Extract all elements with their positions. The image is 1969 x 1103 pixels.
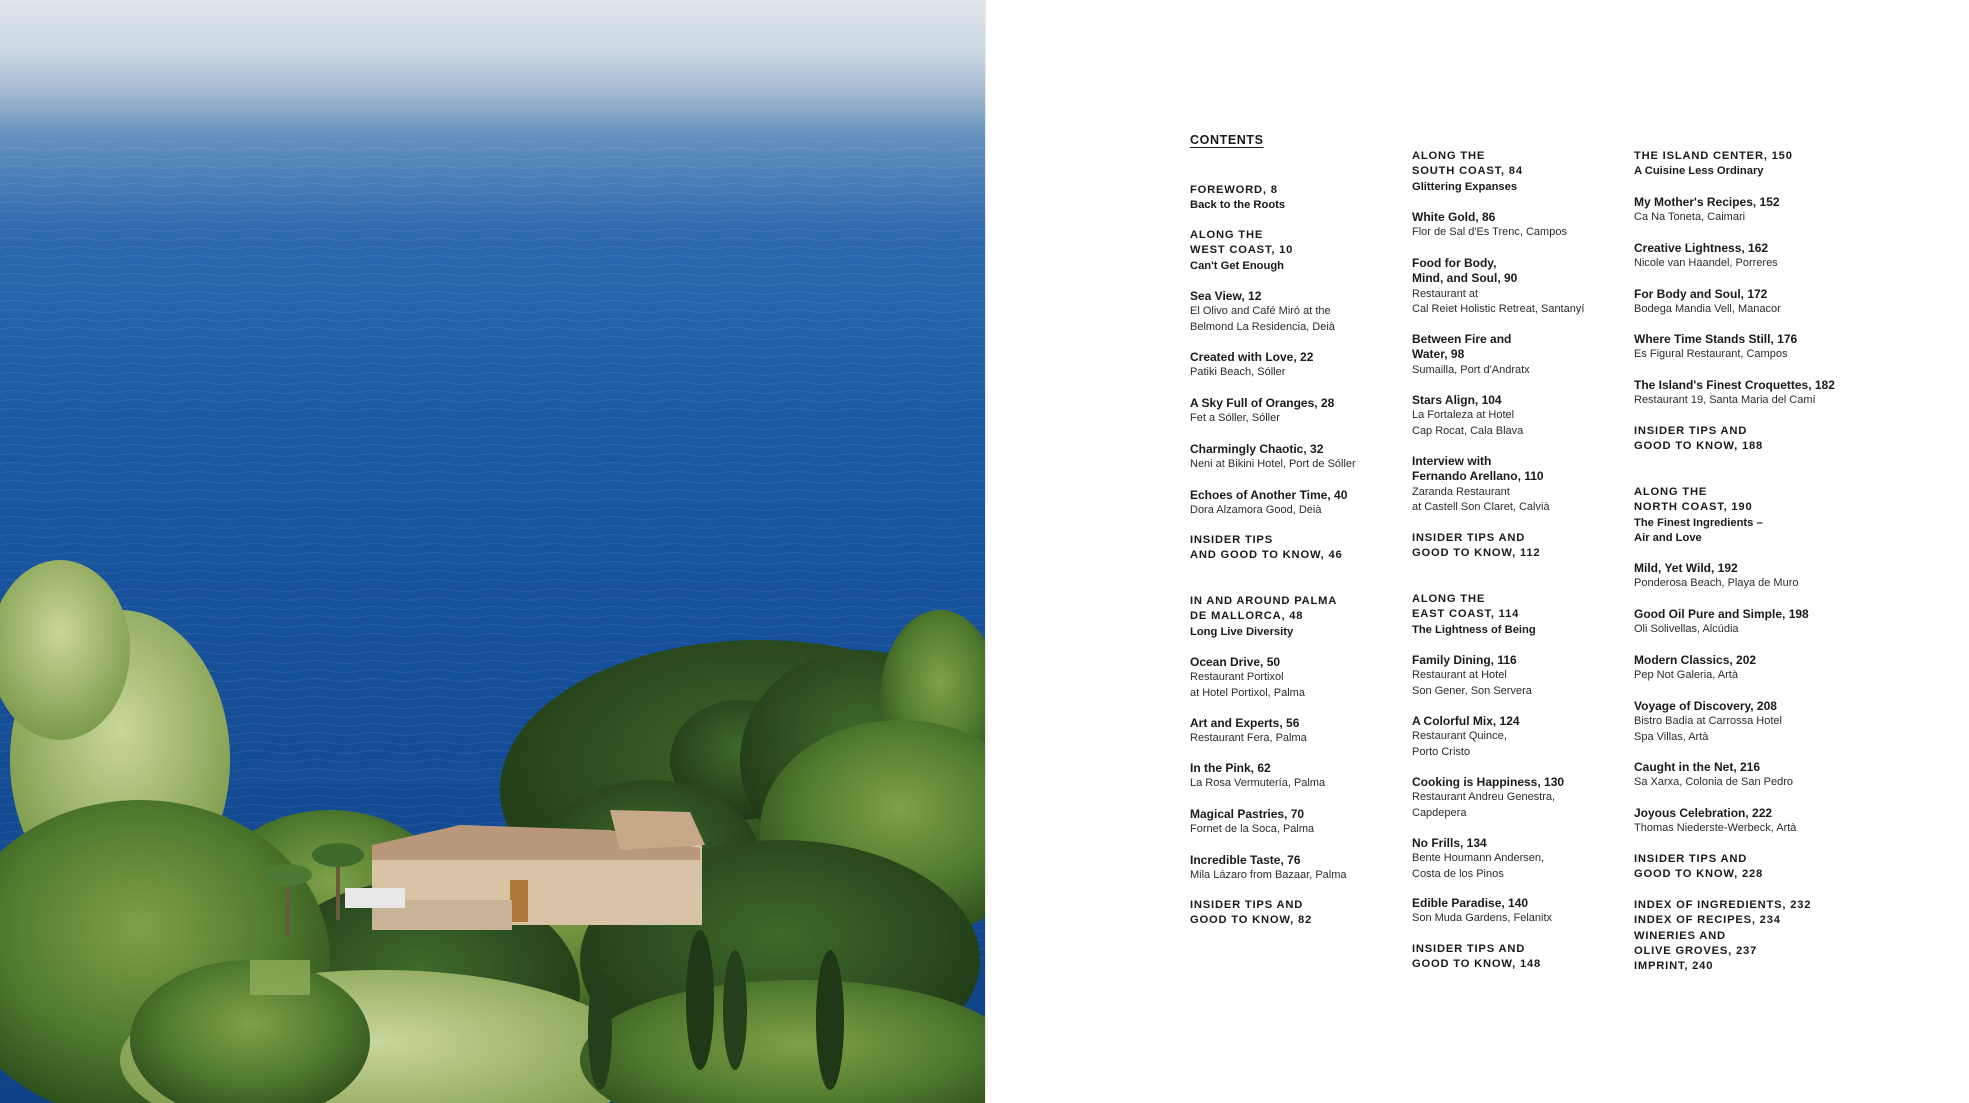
toc-entry xyxy=(1190,807,1410,838)
toc-entry-venue: Restaurant at Hotel Son Gener, Son Servera xyxy=(1412,669,1532,697)
toc-entry-title: Creative Lightness, 162 xyxy=(1634,241,1769,255)
toc-entry-title: Voyage of Discovery, 208 xyxy=(1634,699,1777,713)
toc-entry xyxy=(1190,488,1410,519)
toc-entry xyxy=(1190,898,1410,929)
toc-entry-venue: Patiki Beach, Sóller xyxy=(1190,366,1286,379)
toc-entry xyxy=(1412,714,1632,760)
toc-entry xyxy=(1190,350,1410,381)
toc-entry-title: Echoes of Another Time, 40 xyxy=(1190,488,1348,502)
toc-entry xyxy=(1634,760,1854,791)
toc-entry-venue: Son Muda Gardens, Felanitx xyxy=(1412,912,1553,925)
toc-entry xyxy=(1412,896,1632,927)
toc-entry xyxy=(1634,332,1854,363)
toc-entry-title: White Gold, 86 xyxy=(1412,210,1496,224)
toc-entry-title: INSIDER TIPS AND GOOD TO KNOW, 112 xyxy=(1412,532,1541,560)
toc-entry xyxy=(1190,442,1410,473)
toc-entry-title: A Sky Full of Oranges, 28 xyxy=(1190,396,1335,410)
toc-entry-title: IN AND AROUND PALMA DE MALLORCA, 48 xyxy=(1190,595,1338,623)
toc-entry-title: Stars Align, 104 xyxy=(1412,393,1502,407)
toc-entry xyxy=(1190,396,1410,427)
toc-entry-title: The Island's Finest Croquettes, 182 xyxy=(1634,378,1835,392)
toc-entry-venue: Es Figural Restaurant, Campos xyxy=(1634,348,1788,361)
toc-entry xyxy=(1634,699,1854,745)
toc-entry xyxy=(1634,852,1854,883)
toc-entry xyxy=(1634,653,1854,684)
toc-entry xyxy=(1634,287,1854,318)
toc-entry-venue: Restaurant Fera, Palma xyxy=(1190,732,1307,745)
toc-entry-venue: Dora Alzamora Good, Deià xyxy=(1190,504,1322,517)
toc-entry-title: Good Oil Pure and Simple, 198 xyxy=(1634,607,1809,621)
toc-entry xyxy=(1634,378,1854,409)
toc-entry-title: Created with Love, 22 xyxy=(1190,350,1314,364)
toc-entry-venue: Ponderosa Beach, Playa de Muro xyxy=(1634,577,1799,590)
toc-entry-venue: Bistro Badia at Carrossa Hotel Spa Villas, Artà xyxy=(1634,715,1782,743)
toc-entry-title: Magical Pastries, 70 xyxy=(1190,807,1305,821)
toc-entry xyxy=(1190,228,1410,274)
toc-entry xyxy=(1412,332,1632,378)
toc-entry-title: In the Pink, 62 xyxy=(1190,761,1271,775)
toc-entry-title: ALONG THE NORTH COAST, 190 xyxy=(1634,486,1753,514)
toc-entry xyxy=(1412,775,1632,821)
toc-entry-venue: Zaranda Restaurant at Castell Son Claret, Calvià xyxy=(1412,485,1550,513)
toc-entry xyxy=(1634,485,1854,546)
toc-entry xyxy=(1412,393,1632,439)
toc-entry-venue: Flor de Sal d'Es Trenc, Campos xyxy=(1412,226,1567,239)
toc-entry xyxy=(1634,806,1854,837)
toc-entry-title: Caught in the Net, 216 xyxy=(1634,760,1761,774)
toc-entry xyxy=(1634,607,1854,638)
toc-entry-subtitle: Glittering Expanses xyxy=(1412,180,1518,193)
toc-entry-venue: Sumailla, Port d'Andratx xyxy=(1412,363,1530,376)
toc-entry-venue: Bente Houmann Andersen, Costa de los Pinos xyxy=(1412,852,1545,880)
toc-entry xyxy=(1190,533,1410,564)
toc-entry-title: Food for Body, Mind, and Soul, 90 xyxy=(1412,256,1518,286)
toc-entry-title: Edible Paradise, 140 xyxy=(1412,896,1529,910)
toc-entry-venue: Restaurant Quince, Porto Cristo xyxy=(1412,730,1507,758)
toc-entry-venue: Restaurant at Cal Reiet Holistic Retreat, Santanyí xyxy=(1412,287,1585,315)
toc-entry-venue: La Rosa Vermutería, Palma xyxy=(1190,777,1326,790)
toc-entry-subtitle: The Finest Ingredients – Air and Love xyxy=(1634,516,1763,544)
toc-entry xyxy=(1634,149,1854,180)
toc-entry xyxy=(1412,942,1632,973)
toc-entry-title: Art and Experts, 56 xyxy=(1190,716,1300,730)
toc-entry-title: For Body and Soul, 172 xyxy=(1634,287,1768,301)
toc-entry xyxy=(1412,210,1632,241)
toc-entry-title: ALONG THE EAST COAST, 114 xyxy=(1412,593,1520,621)
toc-entry-venue: Fet a Sóller, Sóller xyxy=(1190,412,1280,425)
toc-entry xyxy=(1412,531,1632,562)
toc-entry-title: FOREWORD, 8 xyxy=(1190,184,1278,196)
toc-entry-title: INSIDER TIPS AND GOOD TO KNOW, 82 xyxy=(1190,899,1312,927)
toc-entry-title: Interview with Fernando Arellano, 110 xyxy=(1412,454,1544,484)
toc-entry xyxy=(1190,853,1410,884)
toc-entry-title: Charmingly Chaotic, 32 xyxy=(1190,442,1324,456)
toc-entry xyxy=(1412,454,1632,515)
toc-entry-title: ALONG THE WEST COAST, 10 xyxy=(1190,229,1294,257)
toc-entry-venue: Thomas Niederste-Werbeck, Artà xyxy=(1634,822,1797,835)
toc-entry-title: Incredible Taste, 76 xyxy=(1190,853,1301,867)
toc-entry xyxy=(1412,592,1632,638)
toc-entry-title: Cooking is Happiness, 130 xyxy=(1412,775,1565,789)
toc-entry-title: Where Time Stands Still, 176 xyxy=(1634,332,1798,346)
toc-entry xyxy=(1412,836,1632,882)
contents-heading: CONTENTS xyxy=(1190,133,1264,147)
toc-entry xyxy=(1190,716,1410,747)
toc-entry xyxy=(1634,424,1854,455)
toc-entry xyxy=(1634,898,1854,974)
toc-entry-title: Sea View, 12 xyxy=(1190,289,1262,303)
toc-entry-venue: Nicole van Haandel, Porreres xyxy=(1634,257,1778,270)
toc-entry-venue: Ca Na Toneta, Caimari xyxy=(1634,211,1746,224)
toc-entry-venue: Neni at Bikini Hotel, Port de Sóller xyxy=(1190,458,1356,471)
toc-entry-title: Between Fire and Water, 98 xyxy=(1412,332,1512,362)
toc-entry-venue: Fornet de la Soca, Palma xyxy=(1190,823,1315,836)
toc-entry-venue: Sa Xarxa, Colonia de San Pedro xyxy=(1634,776,1793,789)
toc-entry-subtitle: Back to the Roots xyxy=(1190,199,1286,212)
toc-entry-venue: Restaurant Portixol at Hotel Portixol, Palma xyxy=(1190,671,1305,699)
toc-entry-title: No Frills, 134 xyxy=(1412,836,1487,850)
toc-entry-title: INSIDER TIPS AND GOOD TO KNOW, 148 xyxy=(1412,943,1542,971)
toc-entry xyxy=(1190,594,1410,640)
toc-entry-title: My Mother's Recipes, 152 xyxy=(1634,195,1780,209)
toc-entry xyxy=(1412,653,1632,699)
toc-entry-venue: Mila Lázaro from Bazaar, Palma xyxy=(1190,869,1347,882)
toc-entry xyxy=(1190,289,1410,335)
toc-entry xyxy=(1634,241,1854,272)
toc-entry xyxy=(1190,761,1410,792)
toc-entry-title: ALONG THE SOUTH COAST, 84 xyxy=(1412,150,1523,178)
toc-entry-title: THE ISLAND CENTER, 150 xyxy=(1634,150,1793,162)
toc-entry-venue: El Olivo and Café Miró at the Belmond La Residencia, Deià xyxy=(1190,305,1335,333)
toc-entry-subtitle: A Cuisine Less Ordinary xyxy=(1634,165,1764,178)
toc-entry-title: INSIDER TIPS AND GOOD TO KNOW, 188 xyxy=(1634,425,1764,453)
toc-entry-title: Modern Classics, 202 xyxy=(1634,653,1757,667)
toc-entry-title: Joyous Celebration, 222 xyxy=(1634,806,1773,820)
toc-entry-title: INDEX OF INGREDIENTS, 232 INDEX OF RECIPES, 234 WINERIES AND OLIVE GROVES, 237 IMPRINT, 240 xyxy=(1634,899,1812,973)
toc-entry xyxy=(1412,256,1632,317)
toc-entry-venue: Bodega Mandia Vell, Manacor xyxy=(1634,303,1781,316)
toc-entry-subtitle: The Lightness of Being xyxy=(1412,623,1536,636)
toc-entry-title: Ocean Drive, 50 xyxy=(1190,655,1281,669)
toc-entry xyxy=(1412,149,1632,195)
toc-entry xyxy=(1634,561,1854,592)
toc-entry-title: A Colorful Mix, 124 xyxy=(1412,714,1520,728)
toc-entry-venue: Oli Solivellas, Alcúdia xyxy=(1634,623,1739,636)
toc-entry-title: Family Dining, 116 xyxy=(1412,653,1517,667)
toc-entry-venue: La Fortaleza at Hotel Cap Rocat, Cala Blava xyxy=(1412,409,1524,437)
toc-entry-venue: Pep Not Galeria, Artà xyxy=(1634,669,1738,682)
toc-entry-subtitle: Can't Get Enough xyxy=(1190,259,1285,272)
toc-entry-venue: Restaurant 19, Santa Maria del Camí xyxy=(1634,394,1816,407)
toc-entry-title: Mild, Yet Wild, 192 xyxy=(1634,561,1738,575)
toc-entry-title: INSIDER TIPS AND GOOD TO KNOW, 228 xyxy=(1634,853,1764,881)
toc-entry-subtitle: Long Live Diversity xyxy=(1190,625,1294,638)
toc-entry xyxy=(1634,195,1854,226)
toc-entry xyxy=(1190,655,1410,701)
page-gutter xyxy=(985,0,986,1103)
toc-entry-title: INSIDER TIPS AND GOOD TO KNOW, 46 xyxy=(1190,534,1343,562)
toc-entry xyxy=(1190,183,1410,214)
toc-entry-venue: Restaurant Andreu Genestra, Capdepera xyxy=(1412,791,1556,819)
